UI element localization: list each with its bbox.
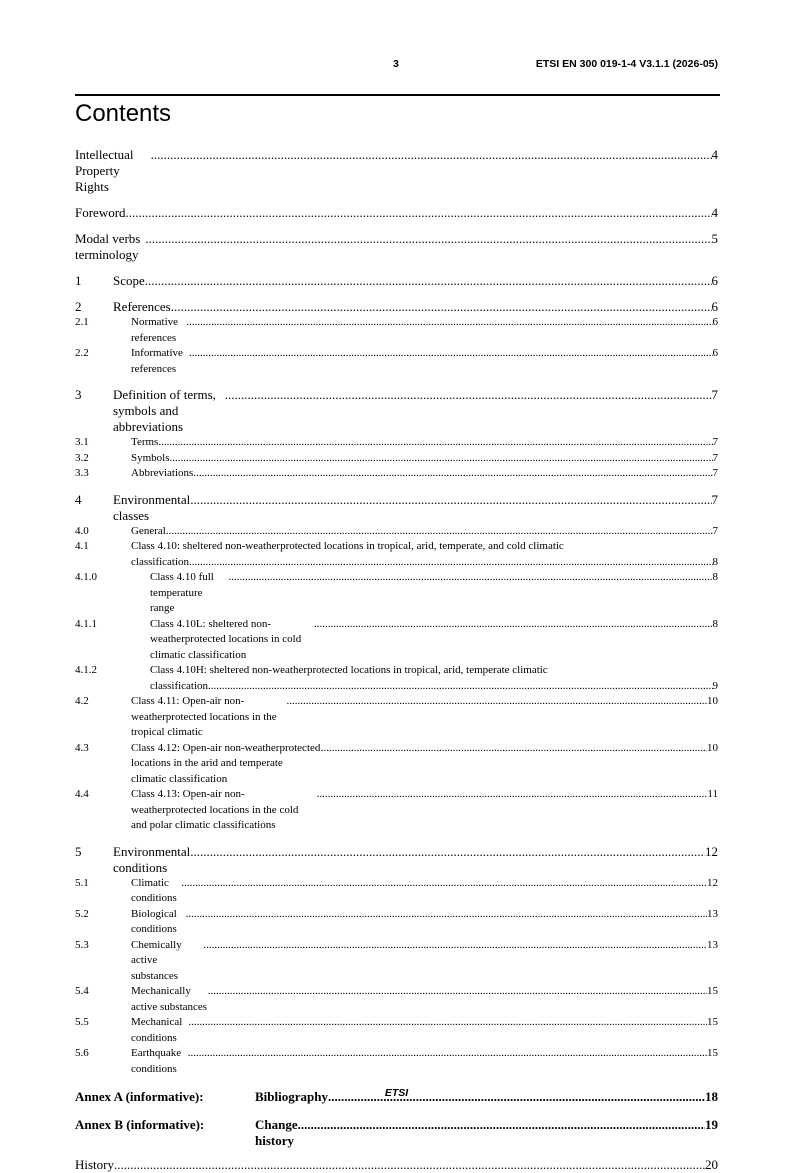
toc-entry-5-3[interactable] xyxy=(75,938,718,985)
toc-number: 4.1.1 xyxy=(75,617,97,630)
toc-entry-foreword[interactable] xyxy=(75,205,718,221)
toc-leader xyxy=(190,492,711,508)
toc-leader xyxy=(126,205,712,221)
toc-page: 13 xyxy=(707,907,718,920)
toc-number: 5.4 xyxy=(75,985,89,997)
page-title: Contents xyxy=(75,100,172,127)
toc-entry-4-0[interactable] xyxy=(75,524,718,540)
toc-page: 6 xyxy=(711,273,718,288)
toc-number: 2.2 xyxy=(75,347,89,359)
toc-page: 4 xyxy=(711,205,718,220)
toc-title: Class 4.11: Open-air non-weatherprotected locations in the tropical climatic xyxy=(131,695,277,738)
toc-leader xyxy=(145,231,711,247)
toc-page: 7 xyxy=(712,451,718,464)
toc-title-continued: classification xyxy=(131,555,190,568)
toc-page: 15 xyxy=(707,985,718,997)
toc-title: Chemically active substances xyxy=(131,938,182,982)
toc-leader xyxy=(286,694,707,710)
toc-entry-5-6[interactable] xyxy=(75,1046,718,1077)
toc-leader xyxy=(229,570,713,586)
toc-page: 7 xyxy=(712,436,718,448)
toc-leader xyxy=(208,984,707,1000)
toc-leader xyxy=(186,907,707,923)
toc-leader xyxy=(321,741,707,757)
document-id: ETSI EN 300 019-1-4 V3.1.1 (2026-05) xyxy=(535,58,718,70)
toc-title: Climatic conditions xyxy=(131,876,177,904)
toc-entry-3-1[interactable] xyxy=(75,435,718,451)
toc-page: 18 xyxy=(705,1089,718,1104)
toc-leader xyxy=(188,1015,707,1031)
toc-page: 15 xyxy=(707,1016,718,1028)
toc-entry-4-4[interactable] xyxy=(75,787,718,834)
toc-entry-5[interactable] xyxy=(75,844,718,876)
toc-title: Abbreviations xyxy=(131,467,194,479)
toc-leader xyxy=(151,147,712,163)
toc-entry-4[interactable] xyxy=(75,492,718,524)
toc-title: General xyxy=(131,524,166,537)
toc-title: Class 4.10H: sheltered non-weatherprotected locations in tropical, arid, temperate climatic xyxy=(150,664,548,676)
toc-leader xyxy=(193,466,712,482)
toc-leader xyxy=(298,1117,705,1133)
toc-entry-4-3[interactable] xyxy=(75,741,718,788)
toc-leader xyxy=(181,876,707,892)
toc-entry-4-1-0[interactable] xyxy=(75,570,718,617)
toc-title: Mechanical conditions xyxy=(131,1016,183,1044)
toc-page: 7 xyxy=(712,467,718,479)
toc-number: 2 xyxy=(75,299,82,314)
toc-title: Definition of terms, symbols and abbreviations xyxy=(113,387,216,434)
toc-title: Environmental classes xyxy=(113,491,191,523)
toc-number: 5.6 xyxy=(75,1047,89,1059)
footer-logo-text: ETSI xyxy=(384,1087,409,1099)
toc-page: 4 xyxy=(711,147,718,162)
toc-leader xyxy=(186,315,712,331)
toc-title: Symbols xyxy=(131,451,170,464)
toc-entry-3[interactable] xyxy=(75,387,718,435)
toc-number: 4 xyxy=(75,491,82,507)
toc-page: 8 xyxy=(712,617,718,630)
toc-entry-4-1-2[interactable] xyxy=(75,663,718,694)
toc-number: 4.1 xyxy=(75,540,89,552)
toc-title: Class 4.10L: sheltered non-weatherprotected locations in cold climatic classification xyxy=(150,617,302,661)
toc-title: Terms xyxy=(131,436,159,448)
toc-title: Class 4.13: Open-air non-weatherprotected locations in the cold and polar climatic classifications xyxy=(131,788,299,831)
toc-title: Class 4.12: Open-air non-weatherprotected locations in the arid and temperate climatic classification xyxy=(131,741,321,785)
toc-number: 3.3 xyxy=(75,467,89,479)
toc-page: 12 xyxy=(705,843,718,859)
toc-title: Mechanically active substances xyxy=(131,985,208,1013)
toc-number: 5.5 xyxy=(75,1016,89,1028)
toc-page: 15 xyxy=(707,1047,718,1059)
toc-title: Foreword xyxy=(75,205,126,220)
toc-page: 9 xyxy=(712,679,718,692)
toc-title: Scope xyxy=(113,273,145,288)
toc-leader xyxy=(189,555,712,571)
toc-title: Normative references xyxy=(131,316,179,344)
toc-page: 10 xyxy=(707,741,718,754)
toc-entry-5-4[interactable] xyxy=(75,984,718,1015)
toc-page: 7 xyxy=(711,387,718,402)
toc-number: 5.1 xyxy=(75,876,89,889)
toc-number: 4.0 xyxy=(75,524,89,537)
toc-leader xyxy=(188,1046,707,1062)
toc-page: 6 xyxy=(711,299,718,314)
toc-number: 2.1 xyxy=(75,316,89,328)
toc-leader xyxy=(189,346,713,362)
toc-annex-label: Annex A (informative): xyxy=(75,1089,204,1104)
toc-title: Earthquake conditions xyxy=(131,1047,182,1075)
toc-page: 10 xyxy=(707,695,718,707)
toc-number: 3 xyxy=(75,387,82,402)
toc-title: Intellectual Property Rights xyxy=(75,147,134,194)
toc-annex-label: Annex B (informative): xyxy=(75,1117,205,1132)
page-number: 3 xyxy=(393,58,399,70)
toc-page: 6 xyxy=(712,316,718,328)
toc-entry-2-1[interactable] xyxy=(75,315,718,346)
toc-entry-2[interactable] xyxy=(75,299,718,315)
table-of-contents xyxy=(75,147,718,1173)
toc-entry-2-2[interactable] xyxy=(75,346,718,377)
toc-entry-5-2[interactable] xyxy=(75,907,718,938)
toc-title: Bibliography xyxy=(255,1089,328,1104)
toc-number: 4.3 xyxy=(75,741,89,754)
toc-leader xyxy=(166,524,713,540)
toc-leader xyxy=(203,938,707,954)
toc-leader xyxy=(208,679,712,695)
toc-title: Class 4.10 full temperature range xyxy=(150,571,214,614)
toc-page: 8 xyxy=(712,555,718,568)
toc-leader xyxy=(145,273,712,289)
toc-number: 3.1 xyxy=(75,436,89,448)
toc-page: 12 xyxy=(707,876,718,889)
toc-page: 7 xyxy=(712,524,718,537)
toc-page: 6 xyxy=(712,347,718,359)
toc-title: Modal verbs terminology xyxy=(75,231,141,262)
toc-page: 8 xyxy=(712,571,718,583)
toc-leader xyxy=(317,787,708,803)
toc-leader xyxy=(170,451,713,467)
toc-leader xyxy=(171,299,712,315)
toc-number: 4.2 xyxy=(75,695,89,707)
toc-title: Informative references xyxy=(131,347,183,375)
toc-number: 4.1.2 xyxy=(75,664,97,676)
toc-number: 5.3 xyxy=(75,938,89,951)
toc-entry-ipr[interactable] xyxy=(75,147,718,195)
toc-entry-1[interactable] xyxy=(75,273,718,289)
toc-number: 3.2 xyxy=(75,451,89,464)
toc-entry-modal-verbs[interactable] xyxy=(75,231,718,263)
toc-number: 4.1.0 xyxy=(75,571,97,583)
toc-entry-5-1[interactable] xyxy=(75,876,718,907)
toc-page: 19 xyxy=(705,1117,718,1132)
toc-entry-4-1[interactable] xyxy=(75,539,718,570)
toc-leader xyxy=(114,1157,705,1173)
toc-number: 1 xyxy=(75,273,82,288)
toc-number: 4.4 xyxy=(75,788,89,800)
toc-entry-4-1-1[interactable] xyxy=(75,617,718,664)
toc-leader xyxy=(314,617,713,633)
toc-title: Class 4.10: sheltered non-weatherprotected locations in tropical, arid, temperate, and cold climatic xyxy=(131,540,564,552)
toc-page: 5 xyxy=(711,231,718,246)
toc-entry-3-3[interactable] xyxy=(75,466,718,482)
toc-leader xyxy=(158,435,712,451)
toc-leader xyxy=(190,844,705,860)
toc-title: Change history xyxy=(255,1117,298,1148)
toc-page: 7 xyxy=(711,491,718,507)
toc-leader xyxy=(225,387,712,403)
toc-entry-5-5[interactable] xyxy=(75,1015,718,1046)
toc-entry-history[interactable] xyxy=(75,1157,718,1173)
toc-title-continued: classification xyxy=(150,679,209,692)
toc-title: Biological conditions xyxy=(131,907,177,935)
toc-page: 11 xyxy=(707,788,718,800)
toc-entry-3-2[interactable] xyxy=(75,451,718,467)
toc-number: 5 xyxy=(75,843,82,859)
header-rule xyxy=(75,94,720,96)
toc-entry-4-2[interactable] xyxy=(75,694,718,741)
toc-number: 5.2 xyxy=(75,907,89,920)
toc-page: 13 xyxy=(707,938,718,951)
toc-title: References xyxy=(113,299,171,314)
toc-page: 20 xyxy=(705,1157,718,1172)
toc-title: History xyxy=(75,1157,114,1172)
toc-title: Environmental conditions xyxy=(113,843,191,875)
